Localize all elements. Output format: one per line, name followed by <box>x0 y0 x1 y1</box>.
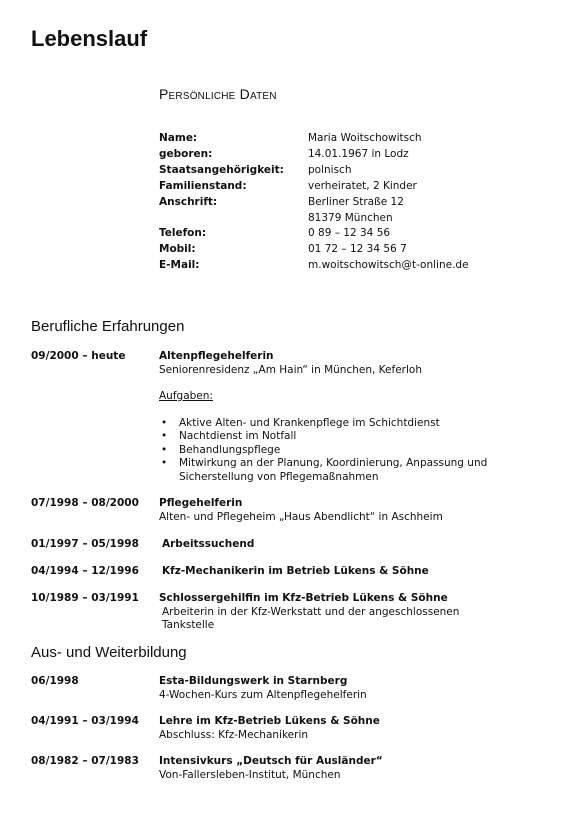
personal-label: Staatsangehörigkeit: <box>159 163 284 176</box>
personal-row-name <box>159 131 469 147</box>
list-item-continuation: Sicherstellung von Pflegemaßnahmen <box>179 470 379 483</box>
personal-label: Familienstand: <box>159 179 247 192</box>
entry-date: 09/2000 – heute <box>31 350 126 362</box>
list-item: • Behandlungspflege <box>159 444 487 458</box>
education-entry <box>31 755 383 782</box>
personal-row-nationality <box>159 163 469 179</box>
experience-entry <box>31 565 429 579</box>
experience-entry <box>31 538 254 552</box>
personal-value: 14.01.1967 in Lodz <box>308 147 409 160</box>
personal-row-phone <box>159 226 469 242</box>
personal-value: verheiratet, 2 Kinder <box>308 179 417 192</box>
entry-title: Kfz-Mechanikerin im Betrieb Lükens & Söhne <box>162 565 429 577</box>
entry-title: Lehre im Kfz-Betrieb Lükens & Söhne <box>159 715 380 727</box>
entry-date: 06/1998 <box>31 675 79 687</box>
personal-label: geboren: <box>159 147 213 160</box>
personal-data-heading: Persönliche Daten <box>159 86 277 102</box>
entry-title: Schlossergehilfin im Kfz-Betrieb Lükens & Söhne <box>159 592 448 604</box>
personal-row-address-city <box>159 211 469 227</box>
personal-label: Mobil: <box>159 243 196 256</box>
entry-title: Altenpflegehelferin <box>159 350 274 362</box>
education-entry <box>31 715 380 742</box>
entry-date: 01/1997 – 05/1998 <box>31 538 139 550</box>
tasks-list <box>159 417 487 471</box>
entry-detail: Alten- und Pflegeheim „Haus Abendlicht“ in Aschheim <box>159 510 443 523</box>
list-item: • Nachtdienst im Notfall <box>159 430 487 444</box>
experience-entry <box>31 350 487 484</box>
personal-row-email <box>159 258 469 274</box>
personal-value: 0 89 – 12 34 56 <box>308 227 391 240</box>
entry-detail: 4-Wochen-Kurs zum Altenpflegehelferin <box>159 688 367 701</box>
personal-value: polnisch <box>308 163 352 176</box>
education-entry <box>31 675 367 702</box>
experience-heading: Berufliche Erfahrungen <box>31 318 185 335</box>
entry-detail: Seniorenresidenz „Am Hain“ in München, Keferloh <box>159 363 422 376</box>
entry-date: 10/1989 – 03/1991 <box>31 592 139 604</box>
entry-title: Intensivkurs „Deutsch für Ausländer“ <box>159 755 383 767</box>
personal-label: Anschrift: <box>159 195 218 208</box>
entry-detail: Von-Fallersleben-Institut, München <box>159 768 341 781</box>
personal-label: E-Mail: <box>159 259 200 272</box>
personal-value: 01 72 – 12 34 56 7 <box>308 243 407 256</box>
personal-row-address <box>159 195 469 211</box>
personal-value: 81379 München <box>308 211 393 224</box>
entry-date: 04/1991 – 03/1994 <box>31 715 139 727</box>
personal-value: Maria Woitschowitsch <box>308 132 422 144</box>
entry-detail: Abschluss: Kfz-Mechanikerin <box>159 728 309 741</box>
tasks-label: Aufgaben: <box>159 390 213 402</box>
experience-entry <box>31 592 459 633</box>
personal-label <box>159 211 308 227</box>
page-title: Lebenslauf <box>31 26 148 51</box>
email-value: m.woitschowitsch@t-online.de <box>308 259 469 272</box>
personal-row-marital <box>159 179 469 195</box>
education-heading: Aus- und Weiterbildung <box>31 644 187 661</box>
entry-detail: Arbeiterin in der Kfz-Werkstatt und der angeschlossenen <box>162 605 460 618</box>
entry-title: Arbeitssuchend <box>162 538 255 550</box>
entry-date: 07/1998 – 08/2000 <box>31 497 139 509</box>
entry-detail: Tankstelle <box>162 619 215 631</box>
entry-title: Pflegehelferin <box>159 497 243 509</box>
personal-label: Telefon: <box>159 227 207 240</box>
entry-date: 08/1982 – 07/1983 <box>31 755 139 767</box>
list-item: • Aktive Alten- und Krankenpflege im Schichtdienst <box>159 417 487 431</box>
experience-entry <box>31 497 443 524</box>
personal-row-birth <box>159 147 469 163</box>
entry-title: Esta-Bildungswerk in Starnberg <box>159 675 348 687</box>
personal-value: Berliner Straße 12 <box>308 195 404 208</box>
personal-label: Name: <box>159 132 198 144</box>
personal-data-table <box>159 131 469 274</box>
personal-row-mobile <box>159 242 469 258</box>
list-item: • Mitwirkung an der Planung, Koordinierung, Anpassung und <box>159 457 487 471</box>
entry-date: 04/1994 – 12/1996 <box>31 565 139 577</box>
